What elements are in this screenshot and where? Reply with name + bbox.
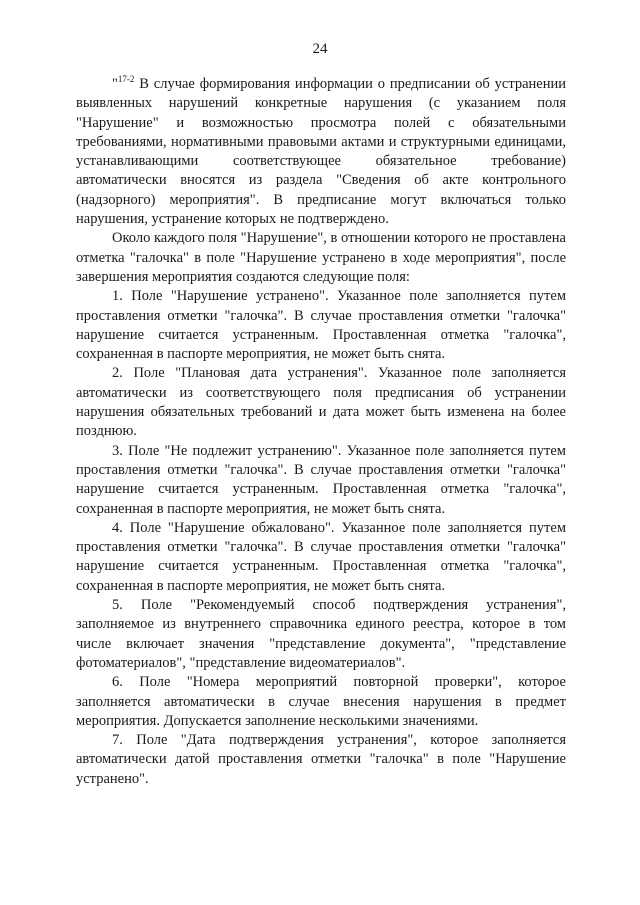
superscript-marker: 17-2 bbox=[117, 74, 135, 85]
page-number: 24 bbox=[312, 41, 328, 57]
paragraph-field-6: 6. Поле "Номера мероприятий повторной проверки", которое заполняется автоматически в случае внесения нарушения в предмет мероприятия. Допускается заполнение несколькими значениями. bbox=[76, 674, 566, 729]
paragraph-field-3: 3. Поле "Не подлежит устранению". Указанное поле заполняется путем проставления отметки "галочка". В случае проставления отметки "галочка" нарушение считается устраненным. Проставленная отметка "галочка", сохраненная в паспорте мероприятия, не может быть снята. bbox=[76, 442, 566, 517]
paragraph-fields-intro: Около каждого поля "Нарушение", в отношении которого не проставлена отметка "галочка" в поле "Нарушение устранено в ходе мероприятия", после завершения мероприятия создаются следующие поля: bbox=[76, 230, 566, 285]
document-body bbox=[76, 75, 566, 789]
paragraph-field-4: 4. Поле "Нарушение обжаловано". Указанное поле заполняется путем проставления отметки "галочка". В случае проставления отметки "галочка" нарушение считается устраненным. Проставленная отметка "галочка", сохраненная в паспорте мероприятия, не может быть снята. bbox=[76, 519, 566, 594]
paragraph-field-7: 7. Поле "Дата подтверждения устранения", которое заполняется автоматически датой проставления отметки "галочка" в поле "Нарушение устранено". bbox=[76, 732, 566, 787]
paragraph-field-5: 5. Поле "Рекомендуемый способ подтверждения устранения", заполняемое из внутреннего справочника единого реестра, которое в том числе включает значения "представление документа", "представление фотоматериалов", "представление видеоматериалов". bbox=[76, 597, 566, 671]
opening-quote: " bbox=[112, 76, 118, 92]
paragraph-text: В случае формирования информации о предписании об устранении выявленных нарушений конкретные нарушения (с указанием поля "Нарушение" и возможностью просмотра полей с обязательными требованиями, нормативными правовыми актами и структурными единицами, устанавливающими соответствующее обязательное требование) автоматически вносятся из раздела "Сведения об акте контрольного (надзорного) мероприятия". В предписание могут включаться только нарушения, устранение которых не подтверждено. bbox=[76, 76, 566, 228]
paragraph-field-1: 1. Поле "Нарушение устранено". Указанное поле заполняется путем проставления отметки "галочка". В случае проставления отметки "галочка" нарушение считается устраненным. Проставленная отметка "галочка", сохраненная в паспорте мероприятия, не может быть снята. bbox=[76, 288, 566, 363]
paragraph-17-2 bbox=[76, 75, 566, 229]
paragraph-field-2: 2. Поле "Плановая дата устранения". Указанное поле заполняется автоматически из соответствующего поля предписания об устранении нарушения обязательных требований и дата может быть изменена на более позднюю. bbox=[76, 365, 566, 440]
